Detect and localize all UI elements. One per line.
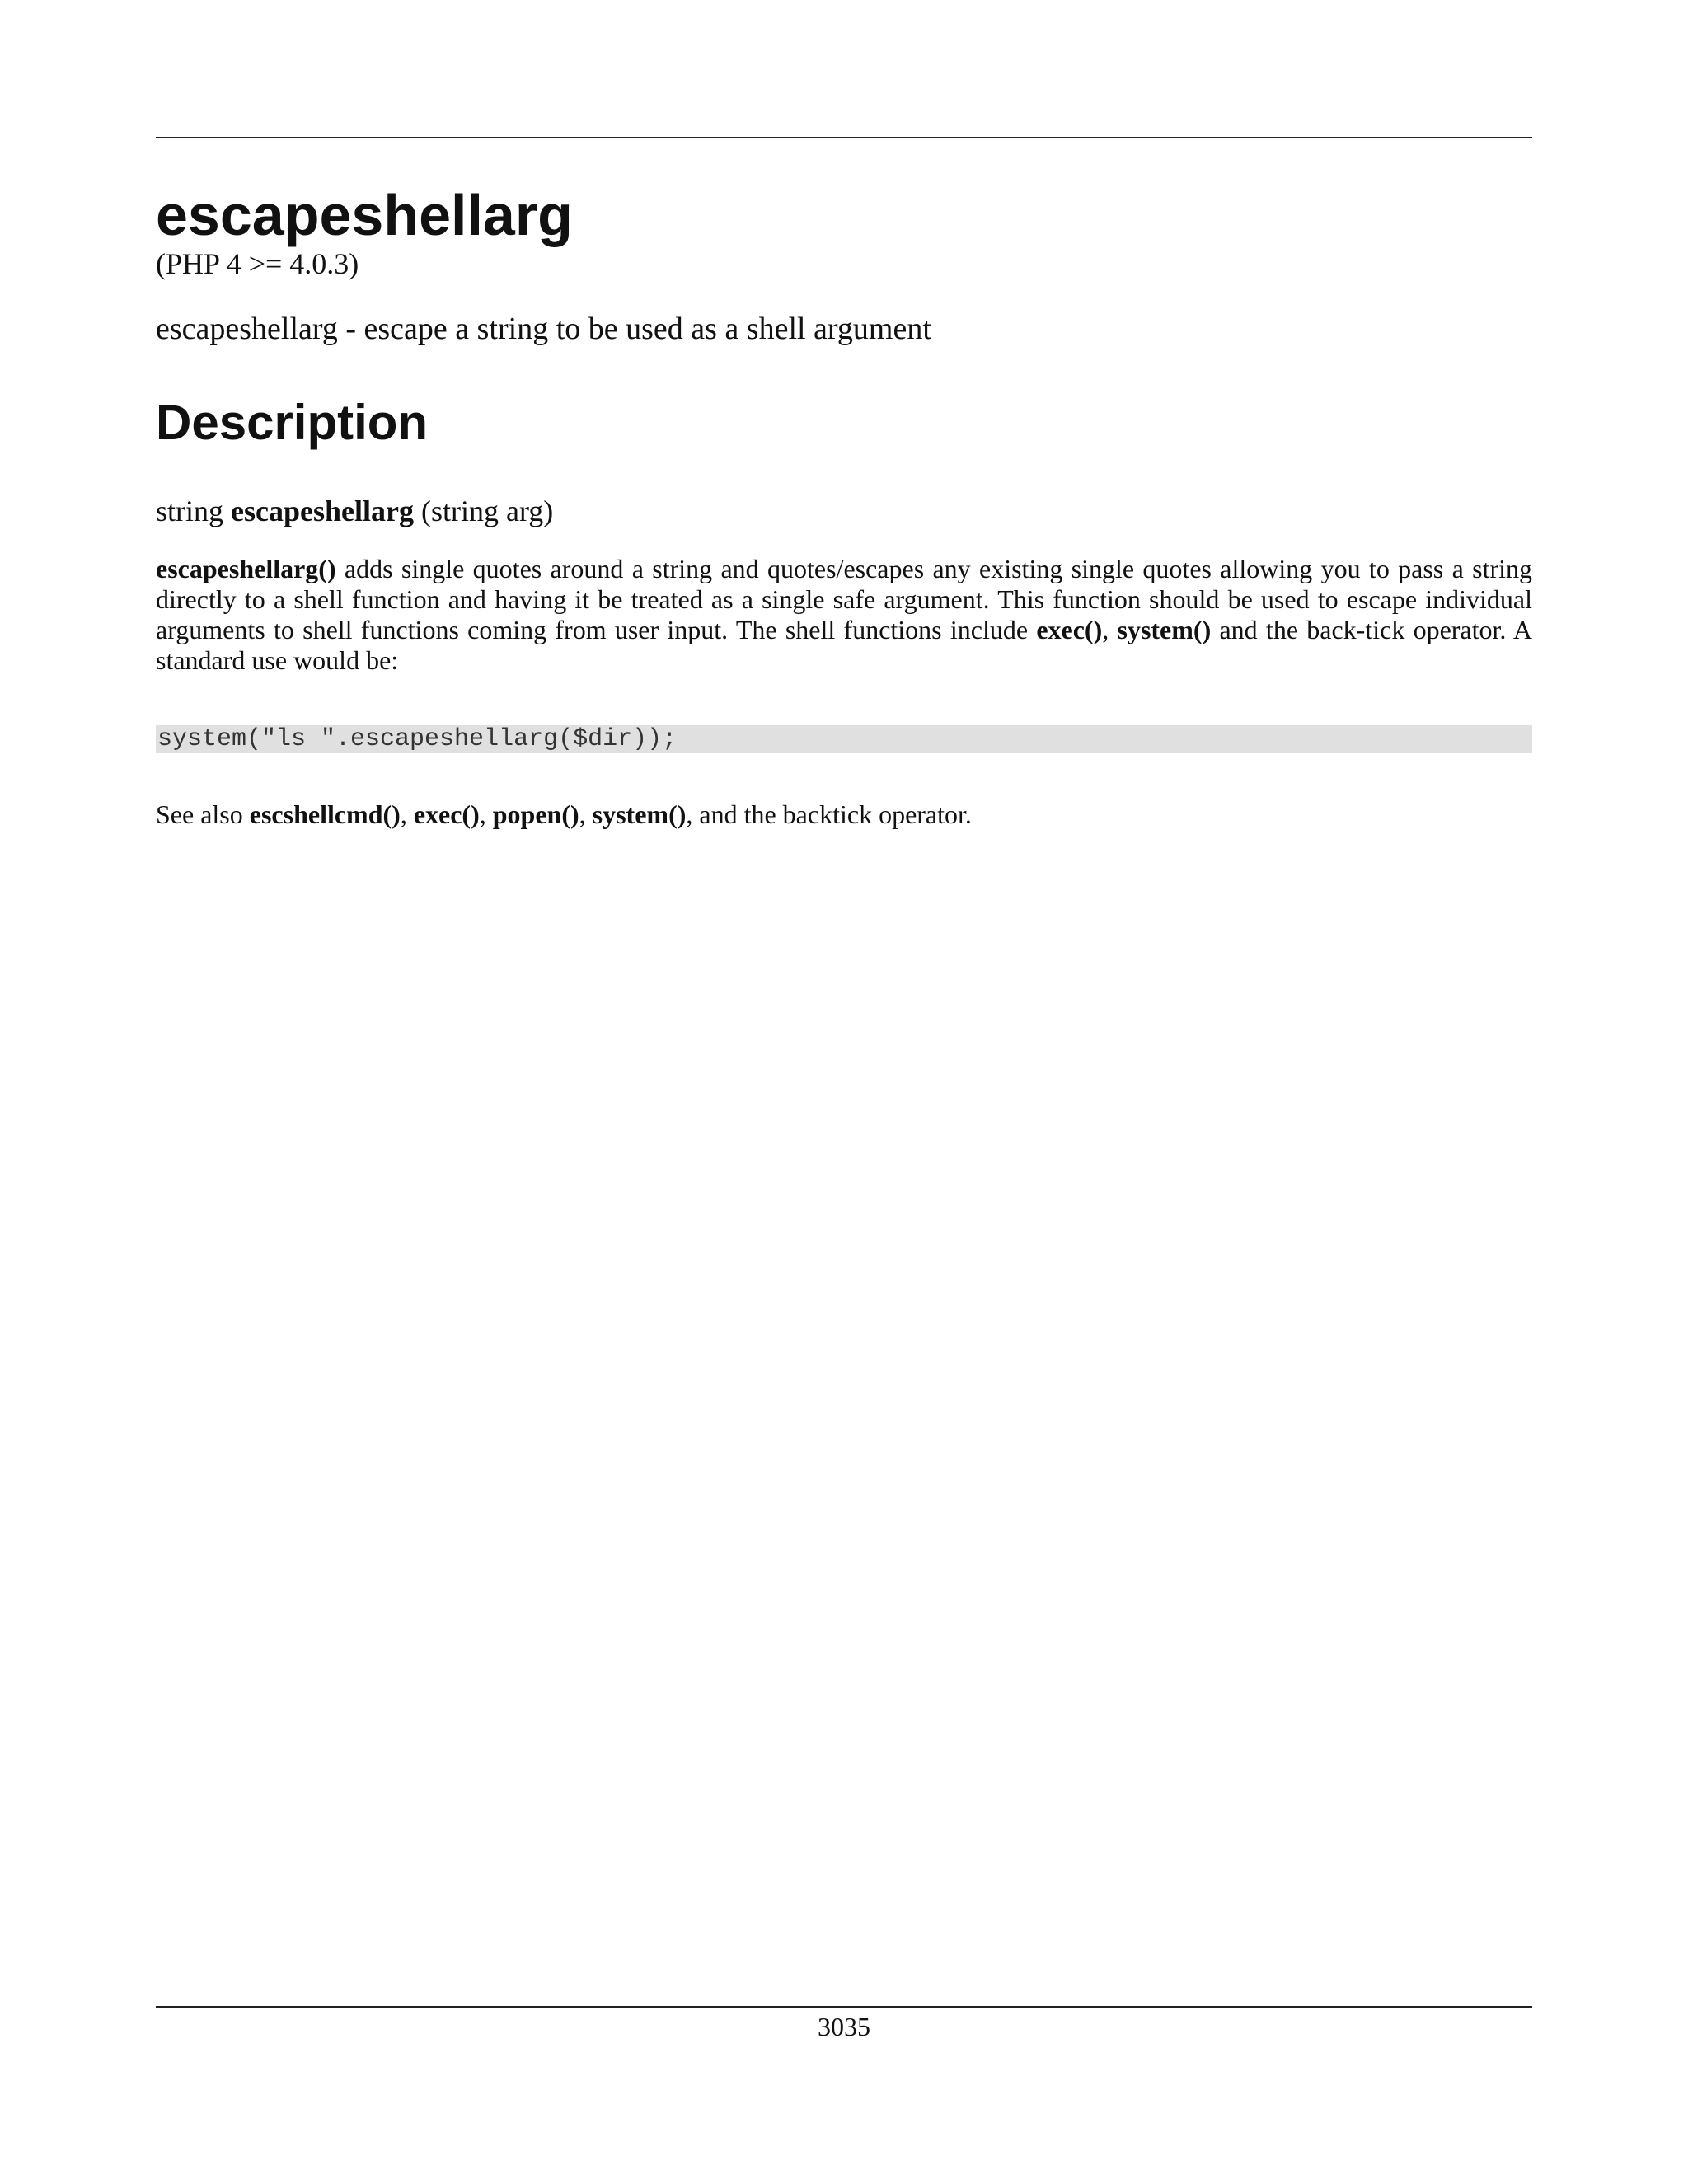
- code-example: system("ls ".escapeshellarg($dir));: [156, 725, 1532, 753]
- see-also-suffix: , and the backtick operator.: [686, 799, 972, 830]
- see-also-item: popen(): [492, 799, 579, 830]
- see-also-separator: ,: [400, 799, 414, 830]
- page-title: escapeshellarg: [156, 183, 573, 247]
- desc-separator: ,: [1102, 615, 1118, 645]
- desc-text-1: adds single quotes around a string and quotes/escapes any existing single quotes allowing you to pass a string directly to a shell function and having it be treated as a single safe argument. This function should be used to escape individual arguments to shell functions coming from user input. The shell functions include: [156, 554, 1532, 645]
- version-info: (PHP 4 >= 4.0.3): [156, 247, 359, 280]
- desc-text-2: and the back-tick operator. A standard use would be:: [156, 615, 1532, 676]
- desc-exec-ref: exec(): [1036, 615, 1103, 645]
- function-params: (string arg): [420, 494, 554, 527]
- description-paragraph: [156, 554, 1532, 676]
- desc-system-ref: system(): [1117, 615, 1212, 645]
- page-number: 3035: [818, 2012, 870, 2041]
- section-heading-description: Description: [156, 394, 429, 450]
- see-also-separator: ,: [479, 799, 493, 830]
- see-also-item: system(): [592, 799, 687, 830]
- page-content: [156, 183, 1532, 830]
- footer-rule: [156, 2006, 1532, 2008]
- see-also-prefix: See also: [156, 799, 250, 830]
- function-purpose: escapeshellarg - escape a string to be used as a shell argument: [156, 312, 931, 347]
- desc-function-ref: escapeshellarg(): [156, 554, 336, 584]
- see-also-item: escshellcmd(): [249, 799, 401, 830]
- header-rule: [156, 137, 1532, 138]
- see-also-item: exec(): [413, 799, 480, 830]
- function-name: escapeshellarg: [231, 494, 414, 527]
- see-also-separator: ,: [579, 799, 593, 830]
- return-type: string: [156, 494, 224, 527]
- function-synopsis: [156, 494, 1532, 529]
- see-also: [156, 799, 1532, 830]
